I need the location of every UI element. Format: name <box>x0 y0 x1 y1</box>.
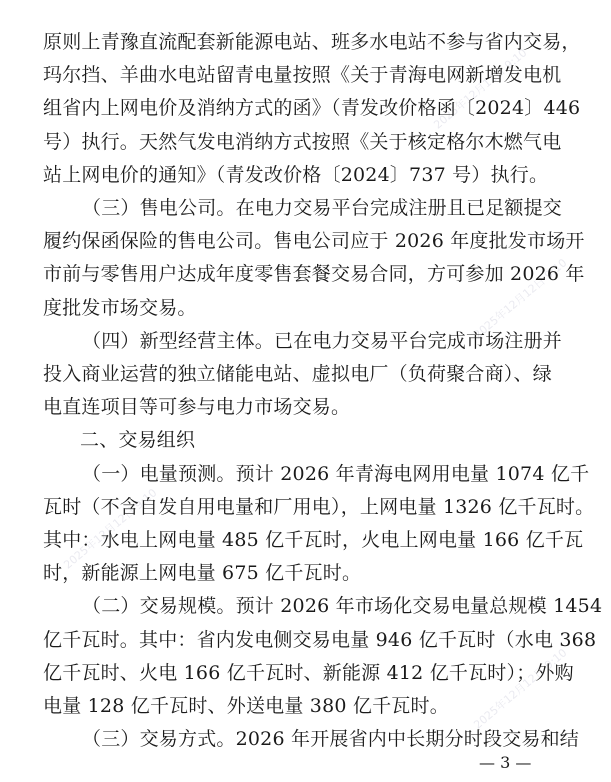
watermark: 2025年12月12日 9:10 <box>61 486 160 572</box>
paragraph-line: （三）交易方式。2026 年开展省内中长期分时段交易和结 <box>82 728 579 750</box>
paragraph-line: 度批发市场交易。 <box>43 297 197 319</box>
paragraph-line: （二）交易规模。预计 2026 年市场化交易电量总规模 1454 <box>82 595 603 617</box>
paragraph-line: 电量 128 亿千瓦时、外送电量 380 亿千瓦时。 <box>43 695 449 717</box>
paragraph-line: 时，新能源上网电量 675 亿千瓦时。 <box>43 562 362 584</box>
paragraph-line: 瓦时（不含自发自用电量和厂用电），上网电量 1326 亿千瓦时。 <box>43 496 595 518</box>
paragraph-line: 电直连项目等可参与电力市场交易。 <box>43 396 351 418</box>
watermark: 2025年12月12日 9:10 <box>471 256 570 342</box>
page-number: — 3 — <box>479 753 532 772</box>
watermark: 2025年12月12日 9:10 <box>431 46 530 132</box>
paragraph-line: 亿千瓦时、火电 166 亿千瓦时、新能源 412 亿千瓦时）；外购 <box>43 662 574 684</box>
section-heading: 二、交易组织 <box>80 429 196 451</box>
paragraph-line: 履约保函保险的售电公司。售电公司应于 2026 年度批发市场开 <box>43 230 585 252</box>
paragraph-line: 投入商业运营的独立储能电站、虚拟电厂（负荷聚合商）、绿 <box>43 363 552 385</box>
paragraph-line: 玛尔挡、羊曲水电站留青电量按照《关于青海电网新增发电机 <box>43 64 562 86</box>
watermark: 2025年12月12日 9:10 <box>471 646 570 732</box>
paragraph-line: 市前与零售用户达成年度零售套餐交易合同，方可参加 2026 年 <box>43 263 585 285</box>
paragraph-line: 其中：水电上网电量 485 亿千瓦时，火电上网电量 166 亿千瓦 <box>43 529 584 551</box>
paragraph-line: （一）电量预测。预计 2026 年青海电网用电量 1074 亿千 <box>82 463 590 485</box>
paragraph-line: 站上网电价的通知》（青发改价格〔2024〕737 号）执行。 <box>43 164 549 186</box>
paragraph-line: （三）售电公司。在电力交易平台完成注册且已足额提交 <box>82 197 563 219</box>
paragraph-line: 号）执行。天然气发电消纳方式按照《关于核定格尔木燃气电 <box>43 131 562 153</box>
paragraph-line: 亿千瓦时。其中：省内发电侧交易电量 946 亿千瓦时（水电 368 <box>43 629 597 651</box>
paragraph-line: 原则上青豫直流配套新能源电站、班多水电站不参与省内交易， <box>43 31 581 53</box>
paragraph-line: 组省内上网电价及消纳方式的函》（青发改价格函〔2024〕446 <box>43 97 581 119</box>
paragraph-line: （四）新型经营主体。已在电力交易平台完成市场注册并 <box>82 330 563 352</box>
